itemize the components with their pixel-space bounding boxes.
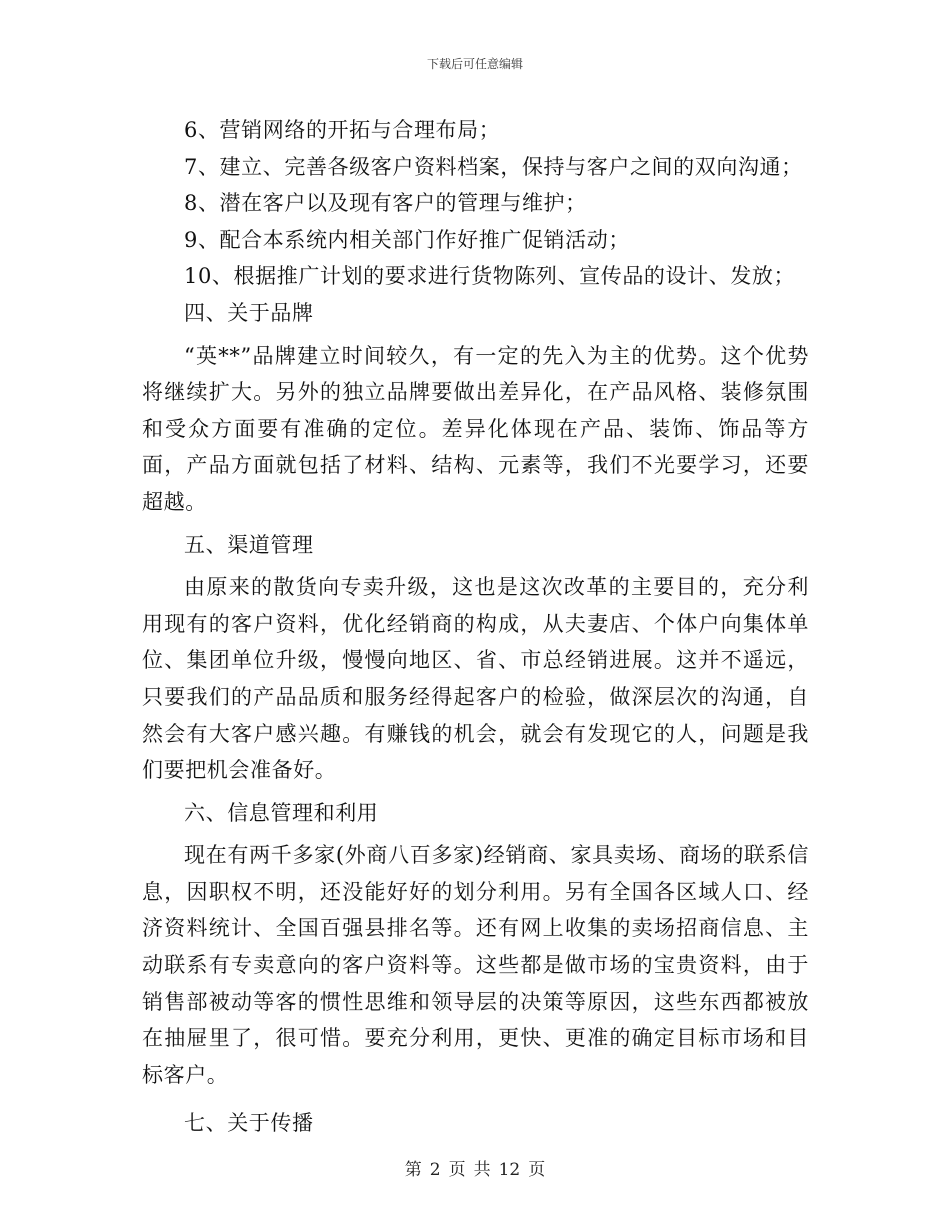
section-heading: 五、渠道管理: [184, 532, 314, 557]
paragraph: 现在有两千多家(外商八百多家)经销商、家具卖场、商场的联系信息，因职权不明，还没能好好的划分利用。另有全国各区域人口、经济资料统计、全国百强县排名等。还有网上收集的卖场招商信息、主动联系有专卖意向的客户资料等。这些都是做市场的宝贵资料，由于销售部被动等客的惯性思维和领导层的决策等原因，这些东西都被放在抽屉里了，很可惜。要充分利用，更快、更准的确定目标市场和目标客户。: [142, 843, 809, 1087]
list-item: 9、配合本系统内相关部门作好推广促销活动；: [184, 227, 630, 252]
page-unit: 页: [448, 1160, 466, 1180]
page-header: 下载后可任意编辑: [426, 57, 523, 71]
list-item: 10、根据推广计划的要求进行货物陈列、宣传品的设计、发放；: [184, 264, 796, 289]
paragraph: “英**”品牌建立时间较久，有一定的先入为主的优势。这个优势将继续扩大。另外的独立品牌要做出差异化，在产品风格、装修氛围和受众方面要有准确的定位。差异化体现在产品、装饰、饰品等方面，产品方面就包括了材料、结构、元素等，我们不光要学习，还要超越。: [142, 343, 809, 514]
total-unit: 页: [528, 1160, 546, 1180]
section-heading: 七、关于传播: [184, 1111, 314, 1136]
page-label: 第: [404, 1160, 422, 1180]
total-pages: 12: [498, 1160, 521, 1180]
section-heading: 四、关于品牌: [184, 300, 314, 325]
list-item: 6、营销网络的开拓与合理布局；: [184, 118, 501, 142]
document-body: [142, 112, 809, 1142]
paragraph: 由原来的散货向专卖升级，这也是这次改革的主要目的，充分利用现有的客户资料，优化经销商的构成，从夫妻店、个体户向集体单位、集团单位升级，慢慢向地区、省、市总经销进展。这并不遥远，只要我们的产品品质和服务经得起客户的检验，做深层次的沟通，自然会有大客户感兴趣。有赚钱的机会，就会有发现它的人，问题是我们要把机会准备好。: [142, 575, 809, 783]
section-heading: 六、信息管理和利用: [184, 800, 379, 825]
page-footer: [0, 1155, 950, 1180]
list-item: 7、建立、完善各级客户资料档案，保持与客户之间的双向沟通；: [184, 154, 803, 179]
total-label: 共: [473, 1160, 491, 1180]
list-item: 8、潜在客户以及现有客户的管理与维护；: [184, 191, 587, 216]
page-number: 2: [429, 1160, 441, 1180]
